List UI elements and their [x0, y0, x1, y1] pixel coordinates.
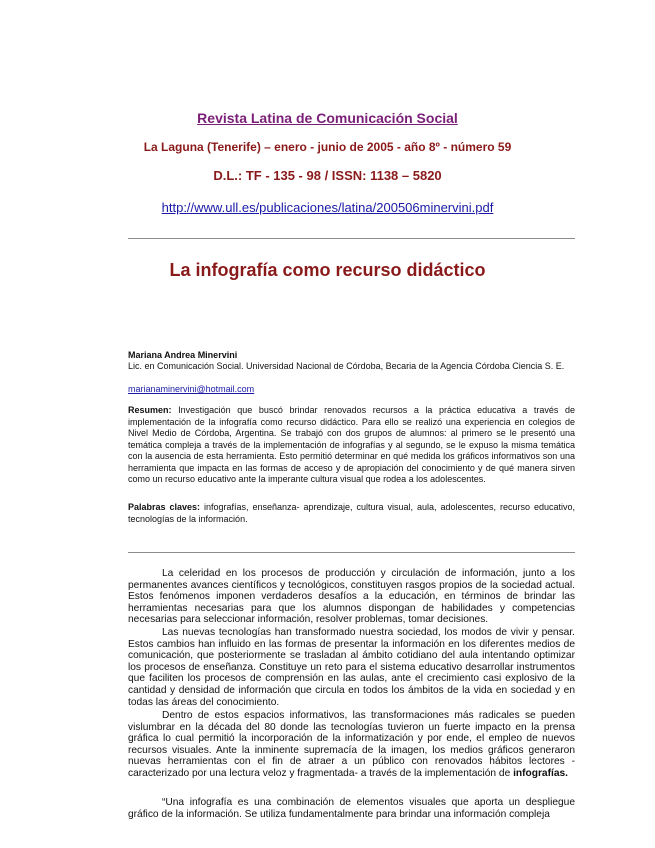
abstract-text: Investigación que buscó brindar renovados recursos a la práctica educativa a través de implementación de la infografía como recurso didáctico. Para ello se realizó una experiencia en colegios de Nivel Medio de Córdoba, Argentina. Se trabajó con dos grupos de alumnos: al primero se le presentó una temática compleja a través de la implementación de infografías y al segundo, se le expuso la misma temática con la ausencia de esta herramienta. Esto permitió determinar en qué medida los gráficos informativos son una herramienta que impacta en las formas de acceso y de apropiación del conocimiento y de qué manera sirven como un recurso educativo ante la imperante cultura visual que rodea a los adolescentes. [128, 405, 575, 484]
body-divider [128, 552, 575, 553]
author-affiliation: Lic. en Comunicación Social. Universidad Nacional de Córdoba, Becaria de la Agencia Córdoba Ciencia S. E. [128, 361, 565, 371]
body-paragraph-1: La celeridad en los procesos de producción y circulación de información, junto a los permanentes avances científicos y tecnológicos, constituyen rasgos propios de la sociedad actual. Estos fenómenos imponen verdaderos desafíos a la educación, en términos de brindar las herramientas necesarias para que los alumnos dispongan de habilidades y competencias necesarias para seleccionar información, resolver problemas, tomar decisiones. [128, 568, 575, 626]
journal-title-link[interactable]: Revista Latina de Comunicación Social [197, 110, 458, 126]
body-paragraph-4: “Una infografía es una combinación de elementos visuales que aporta un despliegue gráfico de la información. Se utiliza fundamentalmente para brindar una información compleja [128, 797, 575, 820]
keywords-label: Palabras claves: [128, 502, 201, 512]
body-paragraph-3-bold: infografías. [513, 767, 568, 779]
body-paragraph-3-text: Dentro de estos espacios informativos, las transformaciones más radicales se pueden vislumbrar en la década del 80 donde las tecnologías tuvieron un fuerte impacto en la prensa gráfica lo cual permitió la incorporación de la informatización y por ende, el empleo de nuevos recursos visuales. Ante la inminente supremacía de la imagen, los medios gráficos generaron nuevas herramientas con el fin de atraer a un público con renovados hábitos lectores - caracterizado por una lectura veloz y fragmentada- a través de la implementación de [128, 710, 575, 779]
abstract-label: Resumen: [128, 405, 172, 415]
body-paragraph-2: Las nuevas tecnologías han transformado nuestra sociedad, los modos de vivir y pensar. Estos cambios han influido en las formas de presentar la información en los diferentes medios de comunicación, que posteriormente se trasladan al ámbito cotidiano del aula intentando optimizar los procesos de enseñanza. Constituye un reto para el sistema educativo desarrollar instrumentos que faciliten los procesos de comprensión en las aulas, ante el crecimiento casi explosivo de la cantidad y densidad de información que circula en todos los ámbitos de la vida en sociedad y en todas las áreas del conocimiento. [128, 627, 575, 708]
author-email-link[interactable]: marianaminervini@hotmail.com [128, 384, 255, 394]
top-divider [128, 238, 575, 239]
legal-deposit-line: D.L.: TF - 135 - 98 / ISSN: 1138 – 5820 [213, 168, 442, 183]
keywords [128, 502, 575, 525]
keywords-text: infografías, enseñanza- aprendizaje, cultura visual, aula, adolescentes, recurso educativo, tecnologías de la información. [128, 502, 575, 524]
article-title: La infografía como recurso didáctico [169, 260, 486, 280]
abstract [128, 405, 575, 486]
author-name: Mariana Andrea Minervini [128, 350, 238, 360]
article-url-link[interactable]: http://www.ull.es/publicaciones/latina/200506minervini.pdf [161, 200, 494, 215]
body-paragraph-3 [128, 710, 575, 780]
issue-line: La Laguna (Tenerife) – enero - junio de 2005 - año 8º - número 59 [143, 140, 512, 154]
